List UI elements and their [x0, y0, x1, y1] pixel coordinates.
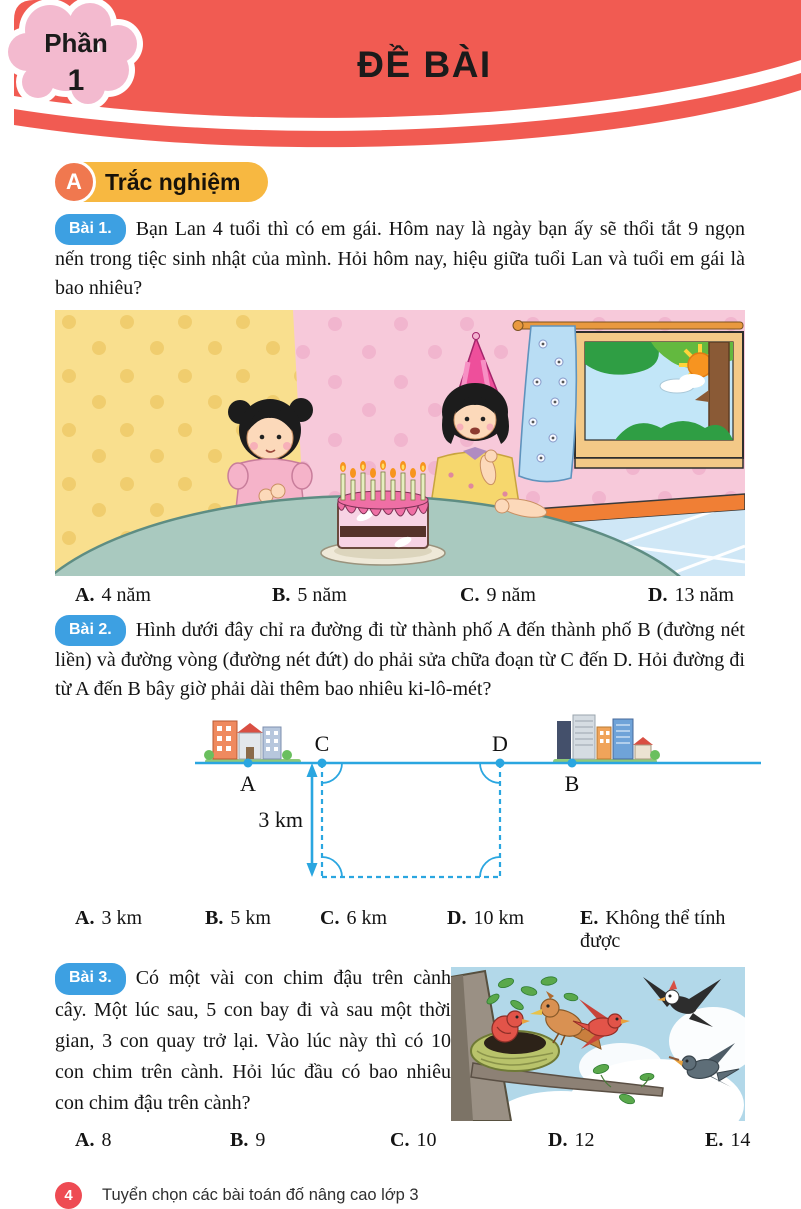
- section-badge: [55, 162, 268, 202]
- problem-1-badge: Bài 1.: [55, 214, 126, 245]
- answer-option: C. 10: [390, 1128, 437, 1151]
- book-title: Tuyển chọn các bài toán đố nâng cao lớp 3: [102, 1185, 419, 1204]
- problem-3-badge: Bài 3.: [55, 963, 126, 995]
- problem-2-badge: Bài 2.: [55, 615, 126, 646]
- label-c: C: [314, 730, 330, 756]
- section-letter-circle: [52, 160, 96, 204]
- problem-2-answers: [55, 907, 746, 953]
- answer-option: D. 10 km: [447, 906, 525, 929]
- page-header: [0, 0, 801, 150]
- page-footer: [55, 1182, 801, 1209]
- part-number: 1: [67, 64, 85, 97]
- part-label: Phần: [44, 28, 108, 58]
- answer-option: E. 14: [705, 1128, 751, 1151]
- distance-label: 3 km: [258, 806, 303, 832]
- window-sill: [575, 458, 743, 468]
- section-title: Trắc nghiệm: [105, 168, 241, 195]
- city-b-icon: [553, 715, 660, 764]
- birds-illustration: [451, 967, 745, 1121]
- problem-2-text: Hình dưới đây chỉ ra đường đi từ thành phố A đến thành phố B (đường nét liền) và đường vòng (đường nét đứt) do phải sửa chữa đoạn từ C đến D. Hỏi đường đi từ A đến B bây giờ phải dài thêm bao nhiêu ki-lô-mét?: [55, 618, 745, 701]
- road-diagram: [55, 711, 765, 899]
- label-b: B: [564, 770, 580, 796]
- label-a: A: [240, 770, 256, 796]
- page-title: ĐỀ BÀI: [357, 44, 492, 85]
- right-angle-arcs: [322, 763, 500, 877]
- problem-3: [55, 963, 745, 1121]
- answer-option: B. 5 năm: [272, 583, 347, 606]
- answer-option: B. 9: [230, 1128, 266, 1151]
- problem-1: [55, 214, 745, 304]
- answer-option: A. 4 năm: [75, 583, 151, 606]
- answer-option: D. 12: [548, 1128, 595, 1151]
- answer-option: E. Không thể tính được: [580, 906, 726, 952]
- birthday-illustration: [55, 310, 745, 576]
- distance-arrow: [307, 763, 318, 877]
- part-cloud-badge: [0, 0, 152, 112]
- problem-3-answers: [55, 1128, 751, 1152]
- problem-3-text-block: [55, 963, 451, 1121]
- problem-3-text: Có một vài con chim đậu trên cành cây. Một lúc sau, 5 con bay đi và sau một thời gian, 3 con quay trở lại. Vào lúc này thì có 10 con chim trên cành. Hỏi lúc đầu có bao nhiêu con chim đậu trên cành?: [55, 966, 451, 1114]
- answer-option: A. 3 km: [75, 906, 143, 929]
- problem-1-text: Bạn Lan 4 tuổi thì có em gái. Hôm nay là ngày bạn ấy sẽ thổi tắt 9 ngọn nến trong tiệc sinh nhật của mình. Hỏi hôm nay, hiệu giữa tuổi Lan và tuổi em gái là bao nhiêu?: [55, 218, 745, 300]
- section-letter: A: [66, 169, 82, 194]
- label-d: D: [492, 730, 508, 756]
- detour-dashed-path: [322, 763, 500, 877]
- answer-option: D. 13 năm: [648, 583, 734, 606]
- answer-option: B. 5 km: [205, 906, 271, 929]
- city-a-icon: [204, 721, 301, 764]
- answer-option: C. 9 năm: [460, 583, 536, 606]
- answer-option: C. 6 km: [320, 906, 388, 929]
- page-number-badge: 4: [55, 1182, 82, 1209]
- problem-1-answers: [55, 584, 746, 607]
- problem-2: [55, 615, 745, 705]
- answer-option: A. 8: [75, 1128, 112, 1151]
